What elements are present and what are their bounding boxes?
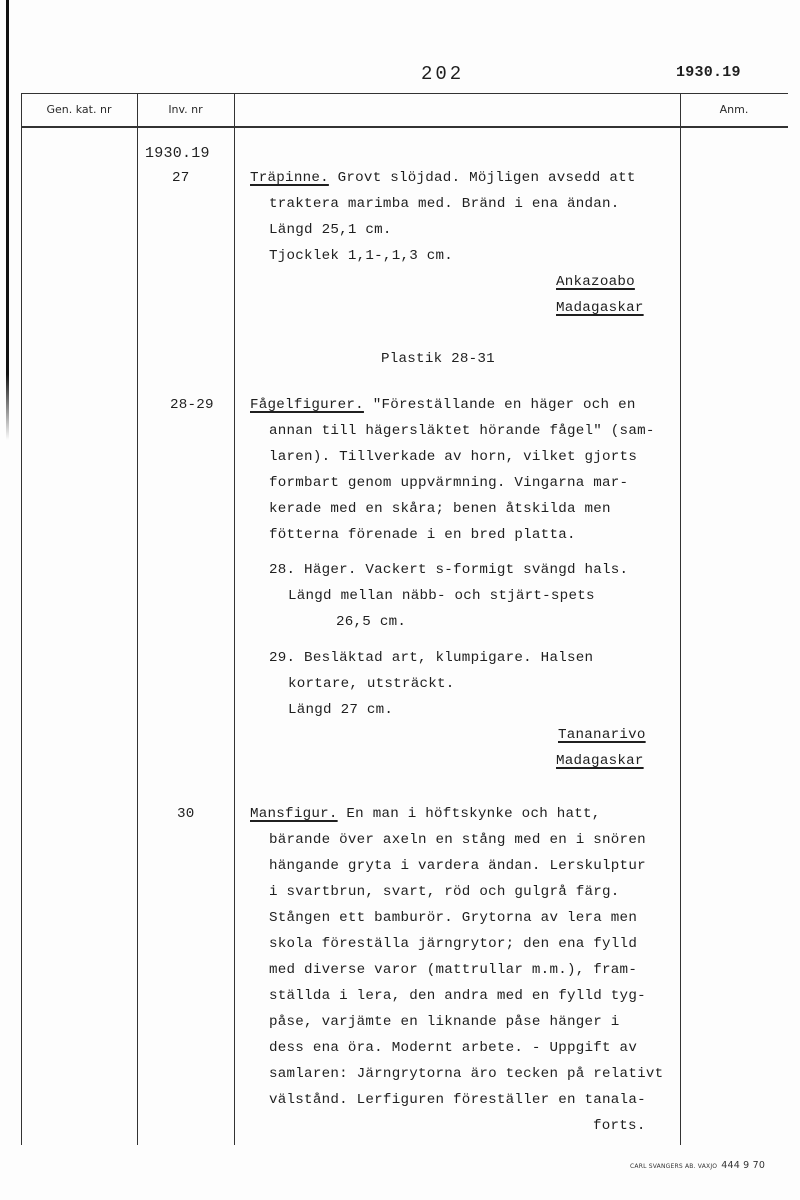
catalog-reference: 1930.19 — [676, 64, 741, 81]
entry-28-29-line-6: fötterna förenade i en bred platta. — [269, 527, 576, 543]
inventory-year: 1930.19 — [145, 145, 210, 162]
entry-30-title: Mansfigur. — [250, 806, 338, 822]
entry-28-29-line-3: laren). Tillverkade av horn, vilket gjorts — [269, 449, 638, 465]
entry-30-line-1: Mansfigur. En man i höftskynke och hatt, — [250, 806, 601, 822]
page-number: 202 — [421, 63, 465, 85]
entry-30-line-6: skola föreställa järngrytor; den ena fylld — [269, 936, 638, 952]
entry-29-line-1: 29. Besläktad art, klumpigare. Halsen — [269, 650, 594, 666]
entry-28-29-title: Fågelfigurer. — [250, 397, 364, 413]
entry-29-line-2: kortare, utsträckt. — [288, 676, 455, 692]
binding-margin-bar — [6, 0, 9, 440]
entry-28-29-country: Madagaskar — [556, 753, 644, 769]
entry-27-title: Träpinne. — [250, 170, 329, 186]
entry-29-line-3: Längd 27 cm. — [288, 702, 394, 718]
column-header-anm: Anm. — [719, 103, 749, 116]
entry-28-line-3: 26,5 cm. — [336, 614, 407, 630]
entry-30-line-9: påse, varjämte en liknande påse hänger i — [269, 1014, 620, 1030]
column-divider-1 — [137, 93, 138, 1145]
entry-30-line-11: samlaren: Järngrytorna äro tecken på relativt — [269, 1066, 664, 1082]
entry-28-29-line-4: formbart genom uppvärmning. Vingarna mar- — [269, 475, 629, 491]
printer-imprint — [630, 1160, 765, 1171]
entry-27-line-2: traktera marimba med. Bränd i ena ändan. — [269, 196, 620, 212]
entry-30-continued: forts. — [593, 1118, 646, 1134]
column-divider-3 — [680, 93, 681, 1145]
entry-30-line-5: Stången ett bamburör. Grytorna av lera men — [269, 910, 638, 926]
column-divider-2 — [234, 93, 235, 1145]
entry-28-29-line-2: annan till hägersläktet hörande fågel" (sam- — [269, 423, 655, 439]
entry-27-country: Madagaskar — [556, 300, 644, 316]
inventory-number-28-29: 28-29 — [170, 397, 214, 413]
entry-27-line-3: Längd 25,1 cm. — [269, 222, 392, 238]
column-header-inv-nr: Inv. nr — [168, 103, 203, 116]
form-code: 444 9 70 — [721, 1160, 766, 1171]
section-heading: Plastik 28-31 — [381, 351, 495, 367]
entry-30-line-4: i svartbrun, svart, röd och gulgrå färg. — [269, 884, 620, 900]
entry-27-line-1: Träpinne. Grovt slöjdad. Möjligen avsedd att — [250, 170, 636, 186]
entry-30-line-12: välstånd. Lerfiguren föreställer en tanala- — [269, 1092, 646, 1108]
entry-30-line-3: hängande gryta i vardera ändan. Lerskulptur — [269, 858, 646, 874]
entry-30-line-8: ställda i lera, den andra med en fylld tyg- — [269, 988, 646, 1004]
entry-27-place: Ankazoabo — [556, 274, 635, 290]
column-header-gen-kat-nr: Gen. kat. nr — [46, 103, 112, 116]
inventory-number-30: 30 — [177, 806, 195, 822]
entry-28-29-line-1: Fågelfigurer. "Föreställande en häger och en — [250, 397, 636, 413]
printer-name: CARL SVANGERS AB. VAXJO — [630, 1163, 718, 1170]
inventory-number-27: 27 — [172, 170, 190, 186]
entry-30-line-7: med diverse varor (mattrullar m.m.), fram- — [269, 962, 638, 978]
table-left-border — [21, 93, 22, 1145]
entry-27-line-4: Tjocklek 1,1-,1,3 cm. — [269, 248, 454, 264]
entry-28-29-place: Tananarivo — [558, 727, 646, 743]
entry-30-line-2: bärande över axeln en stång med en i snören — [269, 832, 646, 848]
entry-28-line-1: 28. Häger. Vackert s-formigt svängd hals. — [269, 562, 629, 578]
column-header-description — [234, 93, 680, 127]
entry-30-line-10: dess ena öra. Modernt arbete. - Uppgift av — [269, 1040, 638, 1056]
entry-28-line-2: Längd mellan näbb- och stjärt-spets — [288, 588, 595, 604]
entry-28-29-line-5: kerade med en skåra; benen åtskilda men — [269, 501, 611, 517]
